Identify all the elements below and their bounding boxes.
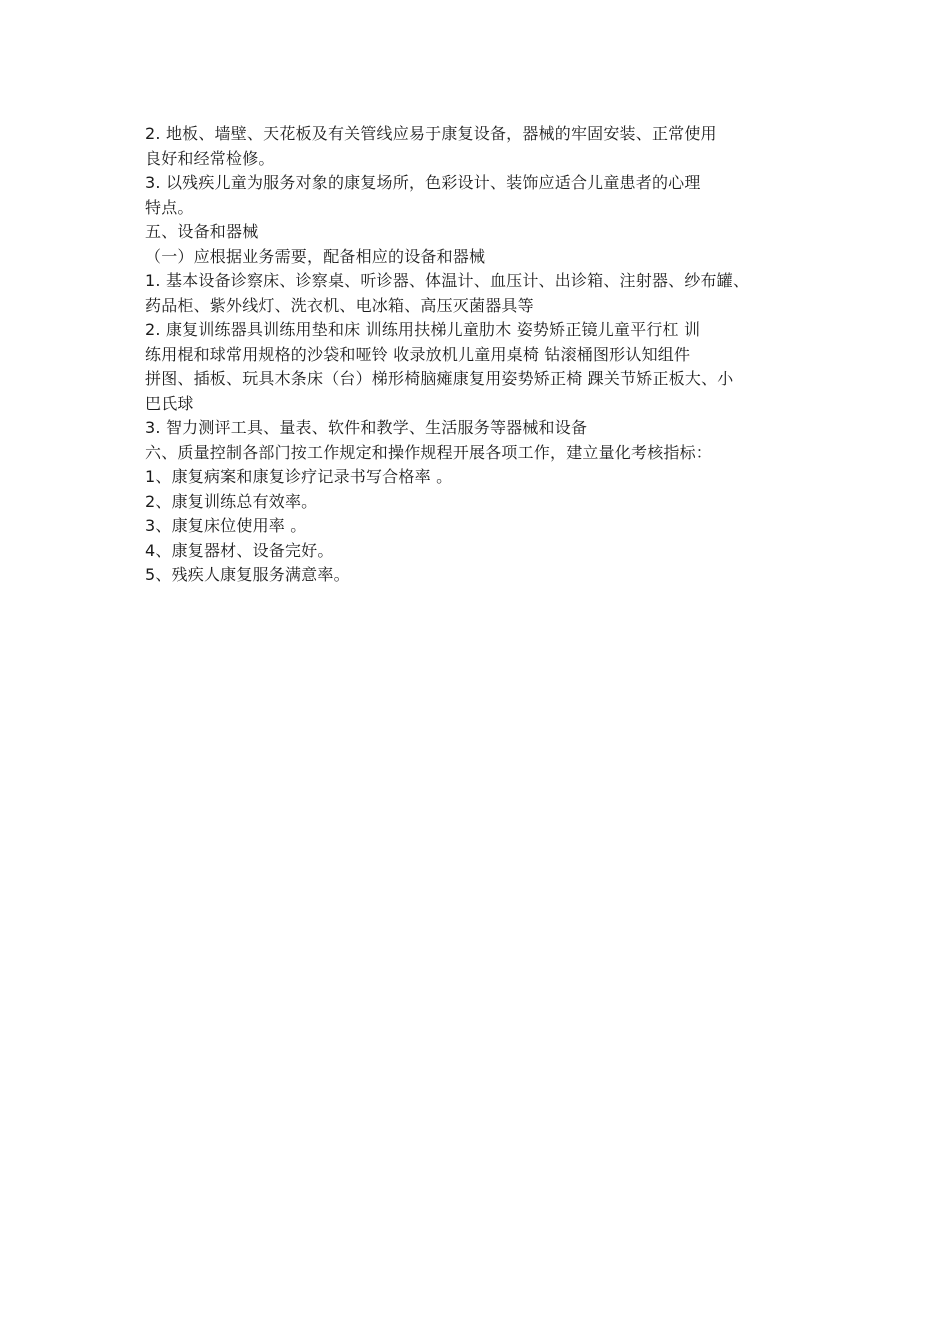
quality-indicator-1: 1、康复病案和康复诊疗记录书写合格率 。 <box>145 467 453 486</box>
quality-indicator-4: 4、康复器材、设备完好。 <box>145 540 334 560</box>
equipment-item-3: 3. 智力测评工具、量表、软件和教学、生活服务等器械和设备 <box>145 418 588 437</box>
paragraph-item-3-line-1: 3. 以残疾儿童为服务对象的康复场所，色彩设计、装饰应适合儿童患者的心理 <box>145 173 701 192</box>
equipment-item-2-line-1: 2. 康复训练器具训练用垫和床 训练用扶梯儿童肋木 姿势矫正镜儿童平行杠 训 <box>145 320 701 339</box>
paragraph-item-3-line-2: 特点。 <box>145 197 194 217</box>
quality-indicator-3: 3、康复床位使用率 。 <box>145 516 307 535</box>
paragraph-item-2-line-1: 2. 地板、墙壁、天花板及有关管线应易于康复设备，器械的牢固安装、正常使用 <box>145 124 717 143</box>
equipment-item-1-line-2: 药品柜、紫外线灯、洗衣机、电冰箱、高压灭菌器具等 <box>145 295 534 315</box>
quality-indicator-2: 2、康复训练总有效率。 <box>145 491 318 511</box>
document-body <box>145 122 815 588</box>
paragraph-item-2-line-2: 良好和经常检修。 <box>145 148 275 168</box>
equipment-item-2-line-2: 练用棍和球常用规格的沙袋和哑铃 收录放机儿童用桌椅 钻滚桶图形认知组件 <box>145 344 691 364</box>
quality-indicator-5: 5、残疾人康复服务满意率。 <box>145 565 350 584</box>
equipment-item-1-line-1: 1. 基本设备诊察床、诊察桌、听诊器、体温计、血压计、出诊箱、注射器、纱布罐、 <box>145 271 750 290</box>
equipment-item-2-line-4: 巴氏球 <box>145 393 194 413</box>
section-heading-quality-control: 六、质量控制各部门按工作规定和操作规程开展各项工作，建立量化考核指标： <box>145 442 713 462</box>
section-heading-equipment: 五、设备和器械 <box>145 222 259 241</box>
equipment-item-2-line-3: 拼图、插板、玩具木条床（台）梯形椅脑瘫康复用姿势矫正椅 踝关节矫正板大、小 <box>145 369 734 388</box>
subsection-heading-equipment: （一）应根据业务需要，配备相应的设备和器械 <box>145 246 486 266</box>
